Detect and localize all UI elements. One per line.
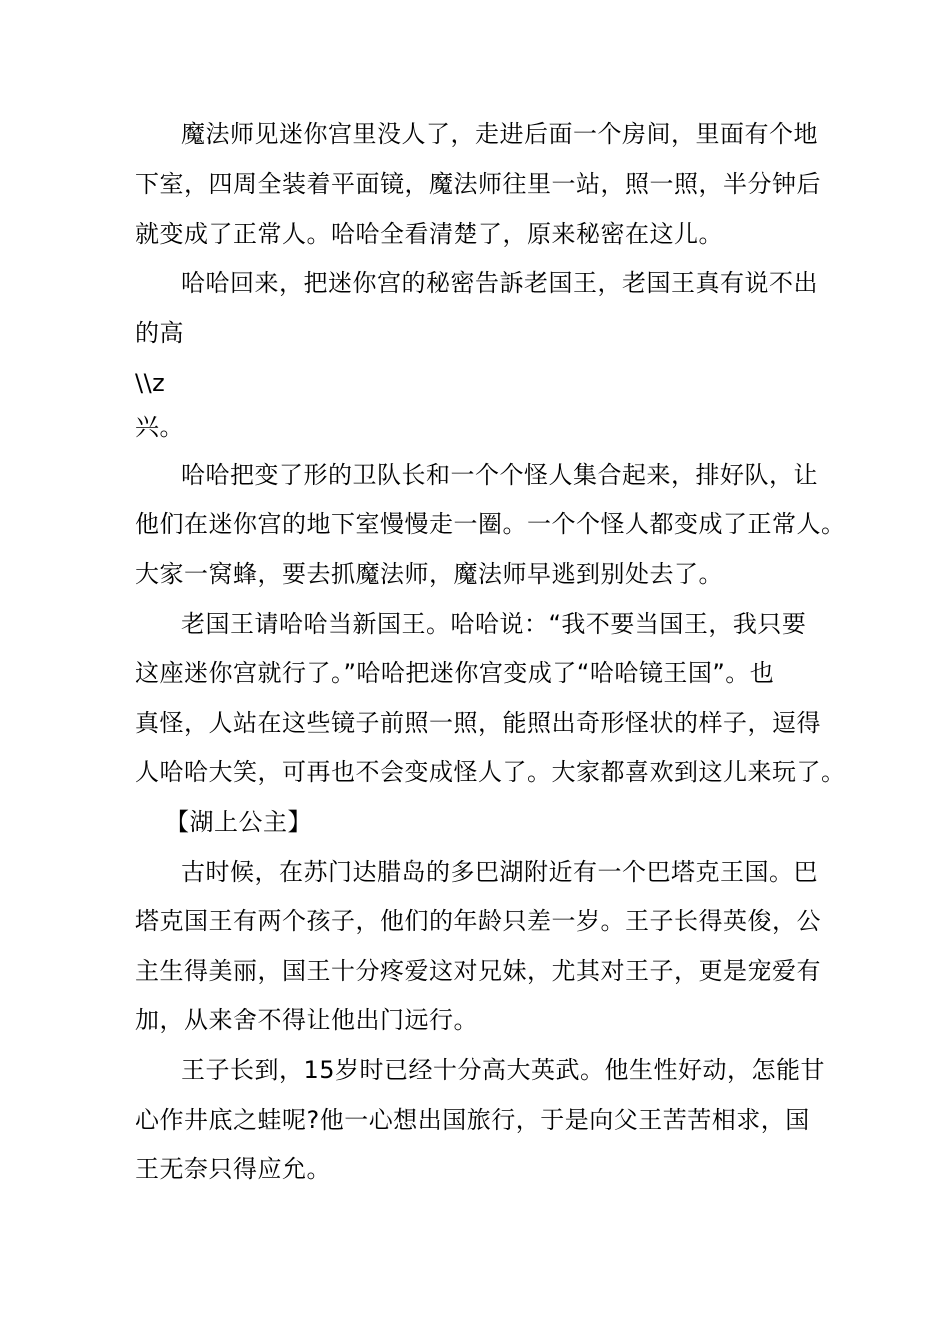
text-line: 人哈哈大笑，可再也不会变成怪人了。大家都喜欢到这儿来玩了。 <box>135 758 846 786</box>
text-line: 的高 <box>135 319 184 347</box>
section-heading: 【湖上公主】 <box>165 808 312 836</box>
text-line: 王子长到，15岁时已经十分高大英武。他生性好动，怎能甘 <box>181 1056 826 1084</box>
text-line: 加，从来舍不得让他出门远行。 <box>135 1006 478 1034</box>
text-line: 老国王请哈哈当新国王。哈哈说：“我不要当国王，我只要 <box>181 610 807 638</box>
text-line: 哈哈把变了形的卫队长和一个个怪人集合起来，排好队，让 <box>181 461 818 489</box>
text-line: 兴。 <box>135 413 184 441</box>
text-line: 塔克国王有两个孩子，他们的年龄只差一岁。王子长得英俊，公 <box>135 907 821 935</box>
text-line: 哈哈回来，把迷你宫的秘密告訴老国王，老国王真有说不出 <box>181 269 818 297</box>
text-line: 主生得美丽，国王十分疼爱这对兄妹，尤其对王子，更是宠爱有 <box>135 957 821 985</box>
text-line: 王无奈只得应允。 <box>135 1155 331 1183</box>
text-line: \\z <box>135 369 166 397</box>
text-line: 就变成了正常人。哈哈全看清楚了，原来秘密在这儿。 <box>135 220 723 248</box>
text-line: 大家一窝蜂，要去抓魔法师，魔法师早逃到别处去了。 <box>135 560 723 588</box>
text-line: 魔法师见迷你宫里没人了，走进后面一个房间，里面有个地 <box>181 120 818 148</box>
text-line: 他们在迷你宫的地下室慢慢走一圈。一个个怪人都变成了正常人。 <box>135 510 846 538</box>
text-line: 这座迷你宫就行了。”哈哈把迷你宫变成了“哈哈镜王国”。也 <box>135 659 775 687</box>
text-line: 下室，四周全装着平面镜，魔法师往里一站，照一照，半分钟后 <box>135 170 821 198</box>
text-line: 心作井底之蛙呢?他一心想出国旅行，于是向父王苦苦相求，国 <box>135 1106 810 1134</box>
text-line: 古时候，在苏门达腊岛的多巴湖附近有一个巴塔克王国。巴 <box>181 858 818 886</box>
text-line: 真怪，人站在这些镜子前照一照，能照出奇形怪状的样子，逗得 <box>135 709 821 737</box>
